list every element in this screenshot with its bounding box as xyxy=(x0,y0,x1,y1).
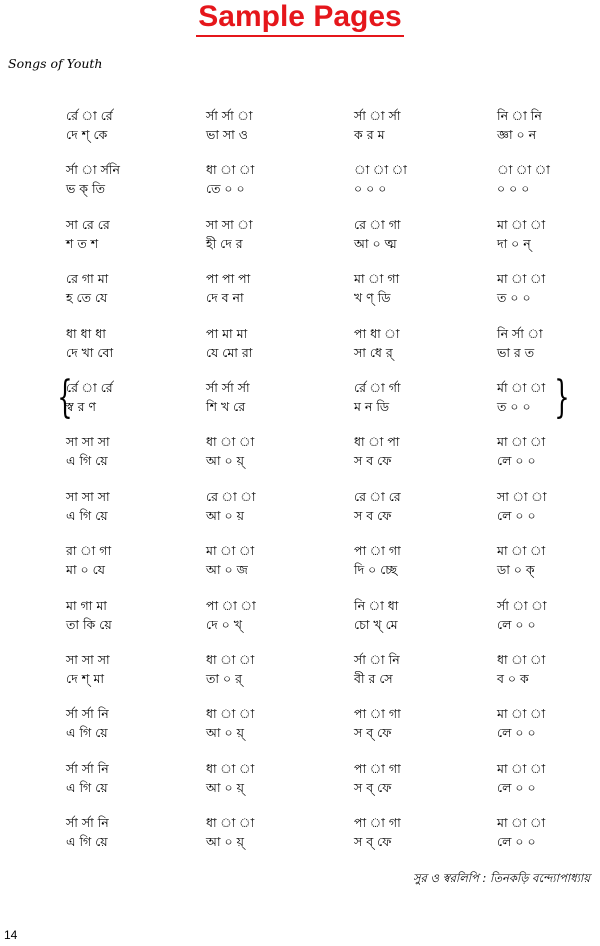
notes-cell: র্রে া র্রে xyxy=(66,379,113,395)
notes-cell: রে া রে xyxy=(354,488,401,504)
notes-cell: সা রে রে xyxy=(66,216,110,232)
notation-block-12 xyxy=(0,704,600,758)
lyrics-cell: ভা সা ও xyxy=(206,127,248,142)
notes-cell: পা া গা xyxy=(354,543,401,559)
lyrics-cell: লে ০ ০ xyxy=(497,779,536,795)
lyrics-cell: স্ব র ণ xyxy=(66,398,96,414)
notation-block-10 xyxy=(0,596,600,650)
notes-cell: মা া া xyxy=(497,815,546,831)
lyrics-cell: এ গি য়ে xyxy=(66,453,108,469)
lyrics-cell: ভা র ত xyxy=(497,344,535,360)
lyrics-cell: আ ০ ত্ম xyxy=(354,235,397,251)
lyrics-cell: হী দে র xyxy=(206,235,243,251)
notation-block-4 xyxy=(0,269,600,323)
lyrics-cell: দা ০ ন্ xyxy=(497,235,531,251)
notation-block-2 xyxy=(0,160,600,214)
lyrics-cell: লে ০ ০ xyxy=(497,507,536,523)
notes-cell: রে গা মা xyxy=(66,271,109,287)
notes-cell: পা মা মা xyxy=(206,325,248,341)
lyrics-cell: দে শ্ কে xyxy=(66,127,108,142)
lyrics-cell: লে ০ ০ xyxy=(497,616,536,632)
notes-cell: সা সা সা xyxy=(66,434,110,450)
notes-cell: পা পা পা xyxy=(206,271,251,287)
sample-pages-banner xyxy=(0,0,600,37)
lyrics-cell: এ গি য়ে xyxy=(66,507,108,523)
page-number: 14 xyxy=(4,928,18,942)
notes-cell: মা া া xyxy=(497,434,546,450)
notes-cell: পা া গা xyxy=(354,706,401,722)
notation-credit: সুর ও স্বরলিপি : তিনকড়ি বন্দ্যোপাধ্যায় xyxy=(412,871,590,885)
notes-cell: মা া া xyxy=(497,706,546,722)
lyrics-cell: ম ন ডি xyxy=(354,398,390,414)
lyrics-cell: ০ ০ ০ xyxy=(497,181,530,197)
lyrics-cell: লে ০ ০ xyxy=(497,453,536,469)
notation-block-9 xyxy=(0,541,600,595)
notes-cell: পা া গা xyxy=(354,760,401,776)
banner-text: Sample Pages xyxy=(196,0,403,37)
notation-block-3 xyxy=(0,215,600,269)
notes-cell: নি র্সা া xyxy=(497,325,543,341)
notes-cell: র্সা র্সা র্সা xyxy=(206,379,250,395)
lyrics-cell: সা ধে র্ xyxy=(354,344,393,360)
notes-cell: র্সা র্সা নি xyxy=(66,815,109,831)
notes-cell: রা া গা xyxy=(66,543,112,559)
lyrics-cell: দে ০ খ্ xyxy=(206,616,242,632)
lyrics-cell: আ ০ য় xyxy=(206,507,245,523)
right-brace: } xyxy=(554,371,570,423)
notes-cell: ধা া পা xyxy=(354,434,400,450)
lyrics-cell: দে ব না xyxy=(206,290,244,306)
lyrics-cell: লে ০ ০ xyxy=(497,725,536,741)
notes-cell: রে া া xyxy=(206,488,256,504)
notes-cell: সা সা া xyxy=(206,216,253,232)
notation-block-5 xyxy=(0,324,600,378)
notes-cell: সা া া xyxy=(497,488,547,504)
notes-cell: মা গা মা xyxy=(66,597,107,613)
lyrics-cell: তে ০ ০ xyxy=(206,181,245,197)
lyrics-cell: স ব ফে xyxy=(354,453,392,469)
notes-cell: সা সা সা xyxy=(66,488,110,504)
lyrics-cell: আ ০ য়্ xyxy=(206,725,245,741)
notes-cell: র্সা া নি xyxy=(354,651,400,667)
lyrics-cell: ডা ০ ক্ xyxy=(497,562,535,578)
notation-block-7 xyxy=(0,432,600,486)
lyrics-cell: ব ০ ক xyxy=(497,670,529,686)
notes-cell: মা া া xyxy=(497,760,546,776)
lyrics-cell: এ গি য়ে xyxy=(66,725,108,741)
lyrics-cell: খ ণ্ ডি xyxy=(354,290,391,306)
notation-block-1 xyxy=(0,106,600,160)
lyrics-cell: শি খ রে xyxy=(206,398,246,414)
notes-cell: র্সা র্সা নি xyxy=(66,760,109,776)
lyrics-cell: ০ ০ ০ xyxy=(354,181,387,197)
lyrics-cell: আ ০ য়্ xyxy=(206,779,245,795)
lyrics-cell: বী র সে xyxy=(354,670,393,686)
notes-cell: র্সা া র্সা xyxy=(354,108,401,123)
notes-cell: ধা া া xyxy=(206,162,255,178)
lyrics-cell: ত ০ ০ xyxy=(497,290,531,306)
notes-cell: র্সা র্সা নি xyxy=(66,706,109,722)
notes-cell: র্রে া র্গা xyxy=(354,379,401,395)
notes-cell: ধা া া xyxy=(206,706,255,722)
notation-block-6 xyxy=(0,371,600,432)
lyrics-cell: হ তে যে xyxy=(66,290,108,306)
notes-cell: ধা া া xyxy=(497,651,546,667)
notes-cell: র্মা া া xyxy=(497,379,546,395)
lyrics-cell: স ব্ ফে xyxy=(354,779,392,795)
lyrics-cell: শ ত শ xyxy=(66,235,99,251)
lyrics-cell: আ ০ জ xyxy=(206,562,248,578)
notes-cell: ধা া া xyxy=(206,651,255,667)
lyrics-cell: তা কি য়ে xyxy=(66,616,112,632)
lyrics-cell: জ্ঞা ০ ন xyxy=(497,127,537,142)
lyrics-cell: ত ০ ০ xyxy=(497,398,531,414)
notes-cell: ধা া া xyxy=(206,760,255,776)
notes-cell: র্সা া র্সনি xyxy=(66,162,120,178)
lyrics-cell: মা ০ যে xyxy=(66,562,105,578)
lyrics-cell: দে শ্ মা xyxy=(66,670,105,686)
left-brace: { xyxy=(57,371,73,423)
notes-cell: ধা ধা ধা xyxy=(66,325,106,341)
notes-cell: পা া া xyxy=(206,597,256,613)
book-title: Songs of Youth xyxy=(8,56,103,71)
lyrics-cell: তা ০ র্ xyxy=(206,670,242,686)
lyrics-cell: ভ ক্ তি xyxy=(66,181,105,197)
notation-grid xyxy=(0,106,600,867)
lyrics-cell: এ গি য়ে xyxy=(66,779,108,795)
notation-block-14 xyxy=(0,813,600,867)
notes-cell: মা া া xyxy=(206,543,255,559)
notes-cell: ধা া া xyxy=(206,815,255,831)
lyrics-cell: স ব্ ফে xyxy=(354,725,392,741)
notes-cell: া া া xyxy=(354,162,407,178)
notes-cell: র্সা া া xyxy=(497,597,547,613)
notes-cell: পা ধা া xyxy=(354,325,400,341)
lyrics-cell: চো খ্ মে xyxy=(354,616,398,632)
notation-block-11 xyxy=(0,650,600,704)
lyrics-cell: এ গি য়ে xyxy=(66,834,108,850)
notation-block-13 xyxy=(0,759,600,813)
notes-cell: া া া xyxy=(497,162,550,178)
notes-cell: রে া গা xyxy=(354,216,401,232)
notes-cell: মা া া xyxy=(497,216,546,232)
notes-cell: পা া গা xyxy=(354,815,401,831)
notes-cell: মা া গা xyxy=(354,271,400,287)
lyrics-cell: লে ০ ০ xyxy=(497,834,536,850)
notes-cell: নি া ধা xyxy=(354,597,399,613)
lyrics-cell: দে খা বো xyxy=(66,344,114,360)
lyrics-cell: ক র ম xyxy=(354,127,385,142)
lyrics-cell: স ব্ ফে xyxy=(354,834,392,850)
lyrics-cell: দি ০ চ্ছে xyxy=(354,562,398,578)
notation-block-8 xyxy=(0,487,600,541)
notes-cell: মা া া xyxy=(497,543,546,559)
notes-cell: ধা া া xyxy=(206,434,255,450)
lyrics-cell: যে মো রা xyxy=(206,344,253,360)
lyrics-cell: আ ০ য়্ xyxy=(206,453,245,469)
lyrics-cell: আ ০ য়্ xyxy=(206,834,245,850)
notes-cell: মা া া xyxy=(497,271,546,287)
notes-cell: সা সা সা xyxy=(66,651,110,667)
lyrics-cell: স ব ফে xyxy=(354,507,392,523)
notes-cell: র্সা র্সা া xyxy=(206,108,253,123)
notes-cell: নি া নি xyxy=(497,108,542,123)
notes-cell: র্রে া র্রে xyxy=(66,108,113,123)
